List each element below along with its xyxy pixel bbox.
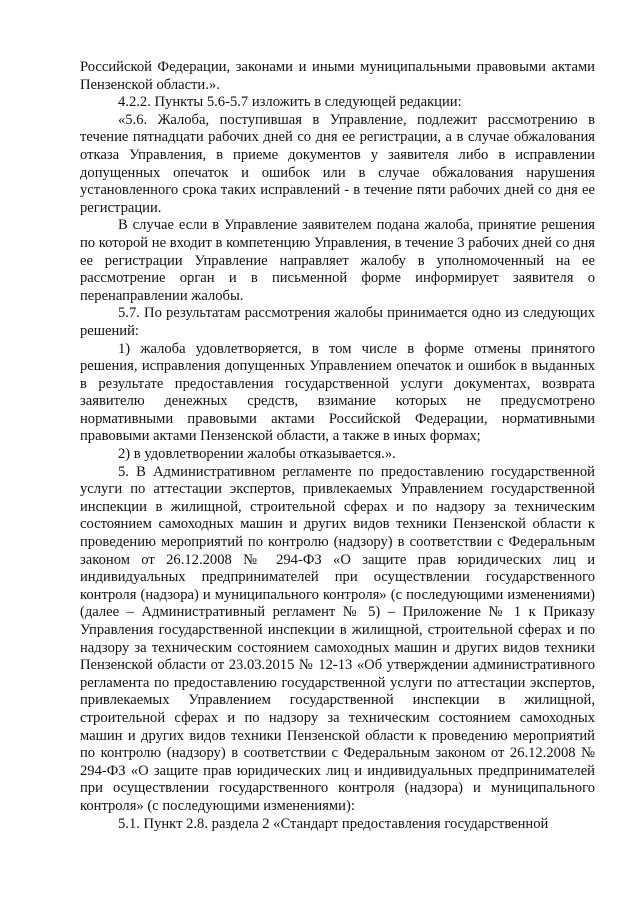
paragraph-5: 5. В Административном регламенте по предоставлению государственной услуги по аттестации экспертов, привлекаемых Управлением государственной инспекции в жилищной, строительной сферах и по надзору за техническим состоянием самоходных машин и других видов техники Пензенской области к проведению мероприятий по контролю (надзору) в соответствии с Федеральным законом от 26.12.2008 № 294-ФЗ «О защите прав юридических лиц и индивидуальных предпринимателей при осуществлении государственного контроля (надзора) и муниципального контроля» (с последующими изменениями) (далее – Административный регламент № 5) – Приложение № 1 к Приказу Управления государственной инспекции в жилищной, строительной сферах и по надзору за техническим состоянием самоходных машин и других видов техники Пензенской области от 23.03.2015 № 12-13 «Об утверждении административного регламента по предоставлению государственной услуги по аттестации экспертов, привлекаемых Управлением государственной инспекции в жилищной, строительной сферах и по надзору за техническим состоянием самоходных машин и других видов техники Пензенской области к проведению мероприятий по контролю (надзору) в соответствии с Федеральным законом от 26.12.2008 № 294-ФЗ «О защите прав юридических лиц и индивидуальных предпринимателей при осуществлении государственного контроля (надзора) и муниципального контроля» (с последующими изменениями): xyxy=(80,463,595,814)
paragraph-5-1: 5.1. Пункт 2.8. раздела 2 «Стандарт предоставления государственной xyxy=(118,815,549,832)
paragraph-5-7: 5.7. По результатам рассмотрения жалобы принимается одно из следующих решений: xyxy=(80,305,595,339)
paragraph-decision-2: 2) в удовлетворении жалобы отказывается.». xyxy=(118,446,396,463)
paragraph-redirect-complaint: В случае если в Управление заявителем подана жалоба, принятие решения по которой не входит в компетенцию Управления, в течение 3 рабочих дней со дня ее регистрации Управление направляет жалобу в уполномоченный на ее рассмотрение орган и в письменной форме информирует заявителя о перенаправлении жалобы. xyxy=(80,217,595,304)
paragraph-decision-1: 1) жалоба удовлетворяется, в том числе в форме отмены принятого решения, исправления допущенных Управлением опечаток и ошибок в выданных в результате предоставления государственной услуги документах, возврата заявителю денежных средств, взимание которых не предусмотрено нормативными правовыми актами Российской Федерации, нормативными правовыми актами Пензенской области, а также в иных формах; xyxy=(80,340,595,445)
paragraph-continuation: Российской Федерации, законами и иными муниципальными правовыми актами Пензенской области.». xyxy=(80,59,595,93)
paragraph-5-6: «5.6. Жалоба, поступившая в Управление, подлежит рассмотрению в течение пятнадцати рабочих дней со дня ее регистрации, а в случае обжалования отказа Управления, в приеме документов у заявителя либо в исправлении допущенных опечаток и ошибок или в случае обжалования нарушения установленного срока таких исправлений - в течение пяти рабочих дней со дня ее регистрации. xyxy=(80,111,595,216)
paragraph-4-2-2: 4.2.2. Пункты 5.6-5.7 изложить в следующей редакции: xyxy=(118,94,462,111)
document-page xyxy=(80,59,595,833)
